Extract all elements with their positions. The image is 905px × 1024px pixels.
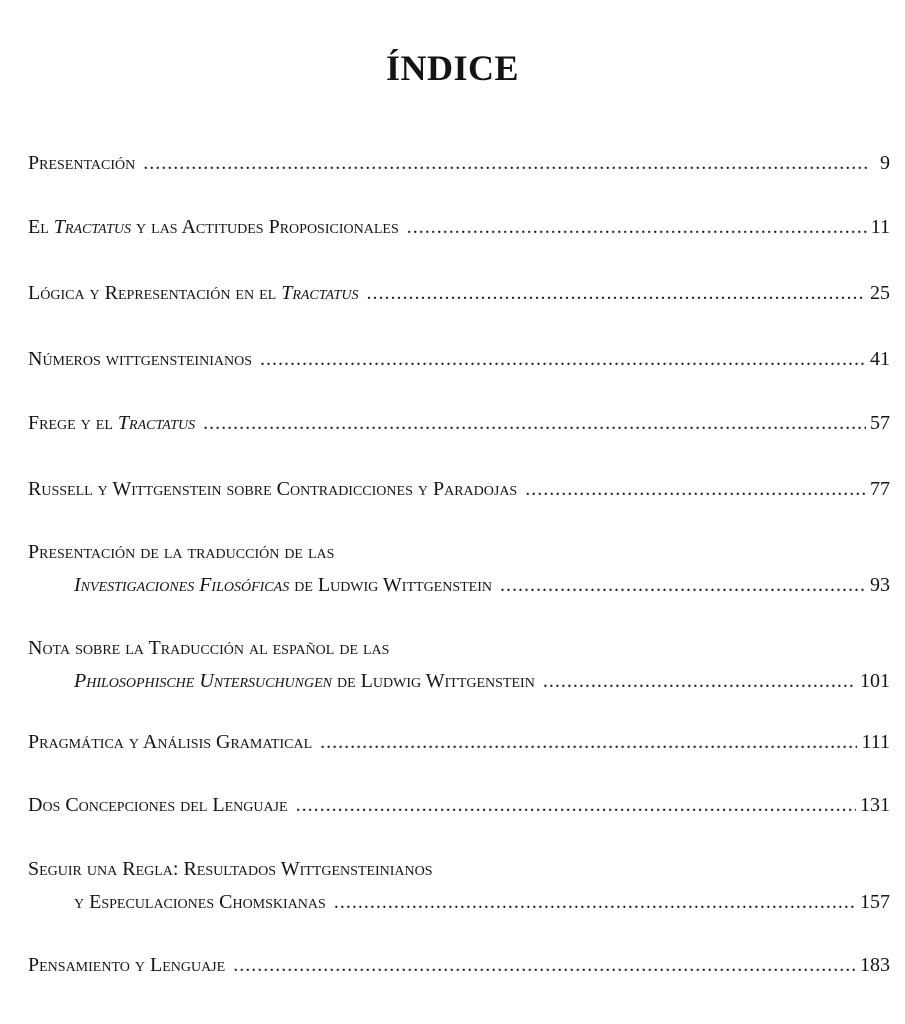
toc-entry-line (28, 537, 890, 567)
dot-leader (334, 887, 856, 917)
toc-entry-line (28, 408, 890, 438)
title-part: y Especulaciones Chomskianas (74, 891, 326, 913)
title-part: Números wittgensteinianos (28, 348, 252, 370)
toc-entry-line (28, 790, 890, 820)
toc-entry-line (28, 633, 890, 663)
toc-entry-line (28, 278, 890, 308)
title-part: Pensamiento y Lenguaje (28, 954, 226, 976)
dot-leader (143, 148, 868, 178)
toc-entry-title (28, 950, 225, 980)
title-italic-part: Tractatus (117, 412, 196, 434)
page-number: 57 (870, 412, 890, 434)
page-number: 101 (860, 670, 890, 692)
toc-entry-line (28, 570, 890, 600)
page-number: 131 (860, 794, 890, 816)
title-part: Dos Concepciones del Lenguaje (28, 794, 288, 816)
page-number: 93 (870, 574, 890, 596)
title-part: Presentación (28, 152, 136, 174)
title-part: Frege y el (28, 412, 118, 434)
title-italic-part: Tractatus (53, 216, 132, 238)
title-part: El (28, 216, 54, 238)
toc-entry[interactable] (28, 408, 890, 438)
toc-entry[interactable] (28, 537, 890, 600)
toc-entry-title (28, 537, 334, 567)
title-part: Lógica y Representación en el (28, 282, 282, 304)
toc-entry[interactable] (28, 854, 890, 917)
page-number: 111 (861, 731, 890, 753)
toc-entry[interactable] (28, 212, 890, 242)
toc-entry-line (28, 474, 890, 504)
title-italic-part: Tractatus (281, 282, 359, 304)
toc-entry-title (28, 790, 288, 820)
toc-entry-title (74, 887, 326, 917)
title-italic-part: Investigaciones Filosóficas (74, 574, 290, 596)
toc-entry-title (28, 474, 517, 504)
dot-leader (525, 474, 866, 504)
dot-leader (407, 212, 867, 242)
dot-leader (320, 727, 857, 757)
page-number: 41 (870, 348, 890, 370)
toc-entry-line (28, 950, 890, 980)
page-number: 183 (860, 954, 890, 976)
dot-leader (233, 950, 856, 980)
toc-entry-title (28, 344, 252, 374)
toc-entry[interactable] (28, 950, 890, 980)
title-part: Seguir una Regla: Resultados Wittgensteinianos (28, 858, 433, 880)
dot-leader (203, 408, 866, 438)
dot-leader (543, 666, 856, 696)
page-number: 157 (860, 891, 890, 913)
title-part: Nota sobre la Traducción al español de las (28, 637, 390, 659)
page-title: ÍNDICE (385, 48, 520, 88)
toc-entry-line (28, 854, 890, 884)
toc-entry-line (28, 212, 890, 242)
toc-entry[interactable] (28, 344, 890, 374)
dot-leader (296, 790, 856, 820)
page-number: 25 (870, 282, 890, 304)
toc-entry-line (28, 666, 890, 696)
title-part: Russell y Wittgenstein sobre Contradicciones y Paradojas (28, 478, 518, 500)
title-part: de Ludwig Wittgenstein (289, 574, 493, 596)
title-part: de Ludwig Wittgenstein (332, 670, 535, 692)
toc-entry-title (28, 727, 312, 757)
toc-entry-title (28, 212, 399, 242)
page-number: 9 (880, 152, 890, 174)
dot-leader (260, 344, 866, 374)
toc-entry-title (28, 408, 195, 438)
title-part: Presentación de la traducción de las (28, 541, 335, 563)
toc-entry-title (74, 570, 492, 600)
toc-entry-line (28, 727, 890, 757)
toc-entry[interactable] (28, 633, 890, 696)
page-number: 11 (870, 216, 890, 238)
toc-entry[interactable] (28, 790, 890, 820)
toc-entry-title (28, 148, 135, 178)
toc-entry-title (28, 278, 358, 308)
toc-entry[interactable] (28, 474, 890, 504)
toc-entry-title (28, 854, 433, 884)
title-italic-part: Philosophische Untersuchungen (74, 670, 332, 692)
title-part: Pragmática y Análisis Gramatical (28, 731, 313, 753)
dot-leader (366, 278, 866, 308)
toc-entry-title (74, 666, 535, 696)
dot-leader (500, 570, 866, 600)
toc-entry-line (28, 887, 890, 917)
toc-entry[interactable] (28, 727, 890, 757)
toc-entry-line (28, 344, 890, 374)
toc-entry[interactable] (28, 278, 890, 308)
toc-entry-line (28, 148, 890, 178)
title-part: y las Actitudes Proposicionales (131, 216, 399, 238)
page-number: 77 (870, 478, 890, 500)
toc-entry[interactable] (28, 148, 890, 178)
toc-entry-title (28, 633, 389, 663)
